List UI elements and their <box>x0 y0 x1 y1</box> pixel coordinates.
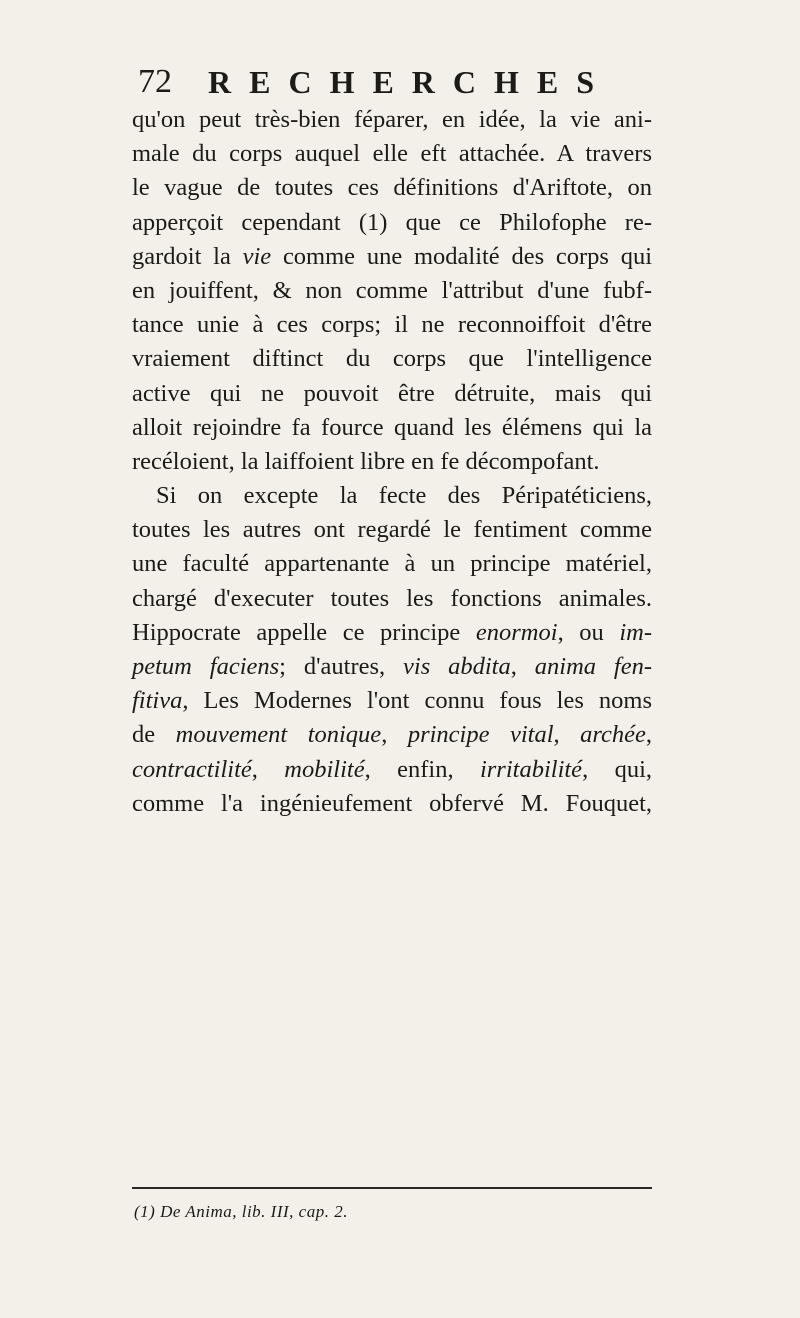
running-title: RECHERCHES <box>208 64 613 100</box>
text-line: gardoit la vie comme une modalité des corps qui <box>132 242 653 270</box>
text-line: en jouiffent, & non comme l'attribut d'une fubf- <box>132 276 652 304</box>
text-line: chargé d'executer toutes les fonctions animales. <box>132 584 652 612</box>
text-line: apperçoit cependant (1) que ce Philofophe re- <box>132 208 652 236</box>
page-number: 72 <box>138 63 172 100</box>
text-line: petum faciens; d'autres, vis abdita, anima fen- <box>132 653 652 680</box>
text-line: contractilité, mobilité, enfin, irritabilité, qui, <box>132 755 653 783</box>
text-line: le vague de toutes ces définitions d'Ariftote, on <box>132 174 652 202</box>
text-line: de mouvement tonique, principe vital, archée, <box>132 721 653 749</box>
body-text <box>132 103 652 821</box>
text-line: active qui ne pouvoit être détruite, mais qui <box>132 379 652 407</box>
running-head <box>0 62 800 102</box>
text-line: qu'on peut très-bien féparer, en idée, la vie ani- <box>132 106 652 133</box>
text-line: comme l'a ingénieufement obfervé M. Fouquet, <box>132 789 652 817</box>
text-line: Hippocrate appelle ce principe enormoi, ou im- <box>132 618 653 646</box>
footnote-divider <box>132 1187 652 1189</box>
text-line: Si on excepte la fecte des Péripatéticiens, <box>156 482 652 510</box>
text-line: toutes les autres ont regardé le fentiment comme <box>132 516 652 544</box>
text-line: male du corps auquel elle eft attachée. A travers <box>132 140 652 168</box>
text-line: recéloient, la laiffoient libre en fe décompofant. <box>132 447 600 475</box>
text-line: alloit rejoindre fa fource quand les élémens qui la <box>132 413 652 441</box>
text-line: fitiva, Les Modernes l'ont connu fous les noms <box>132 687 652 715</box>
text-line: une faculté appartenante à un principe matériel, <box>132 550 652 578</box>
footnote: (1) De Anima, lib. III, cap. 2. <box>134 1202 348 1221</box>
text-line: tance unie à ces corps; il ne reconnoiffoit d'être <box>132 311 652 339</box>
text-line: vraiement diftinct du corps que l'intelligence <box>132 345 652 373</box>
